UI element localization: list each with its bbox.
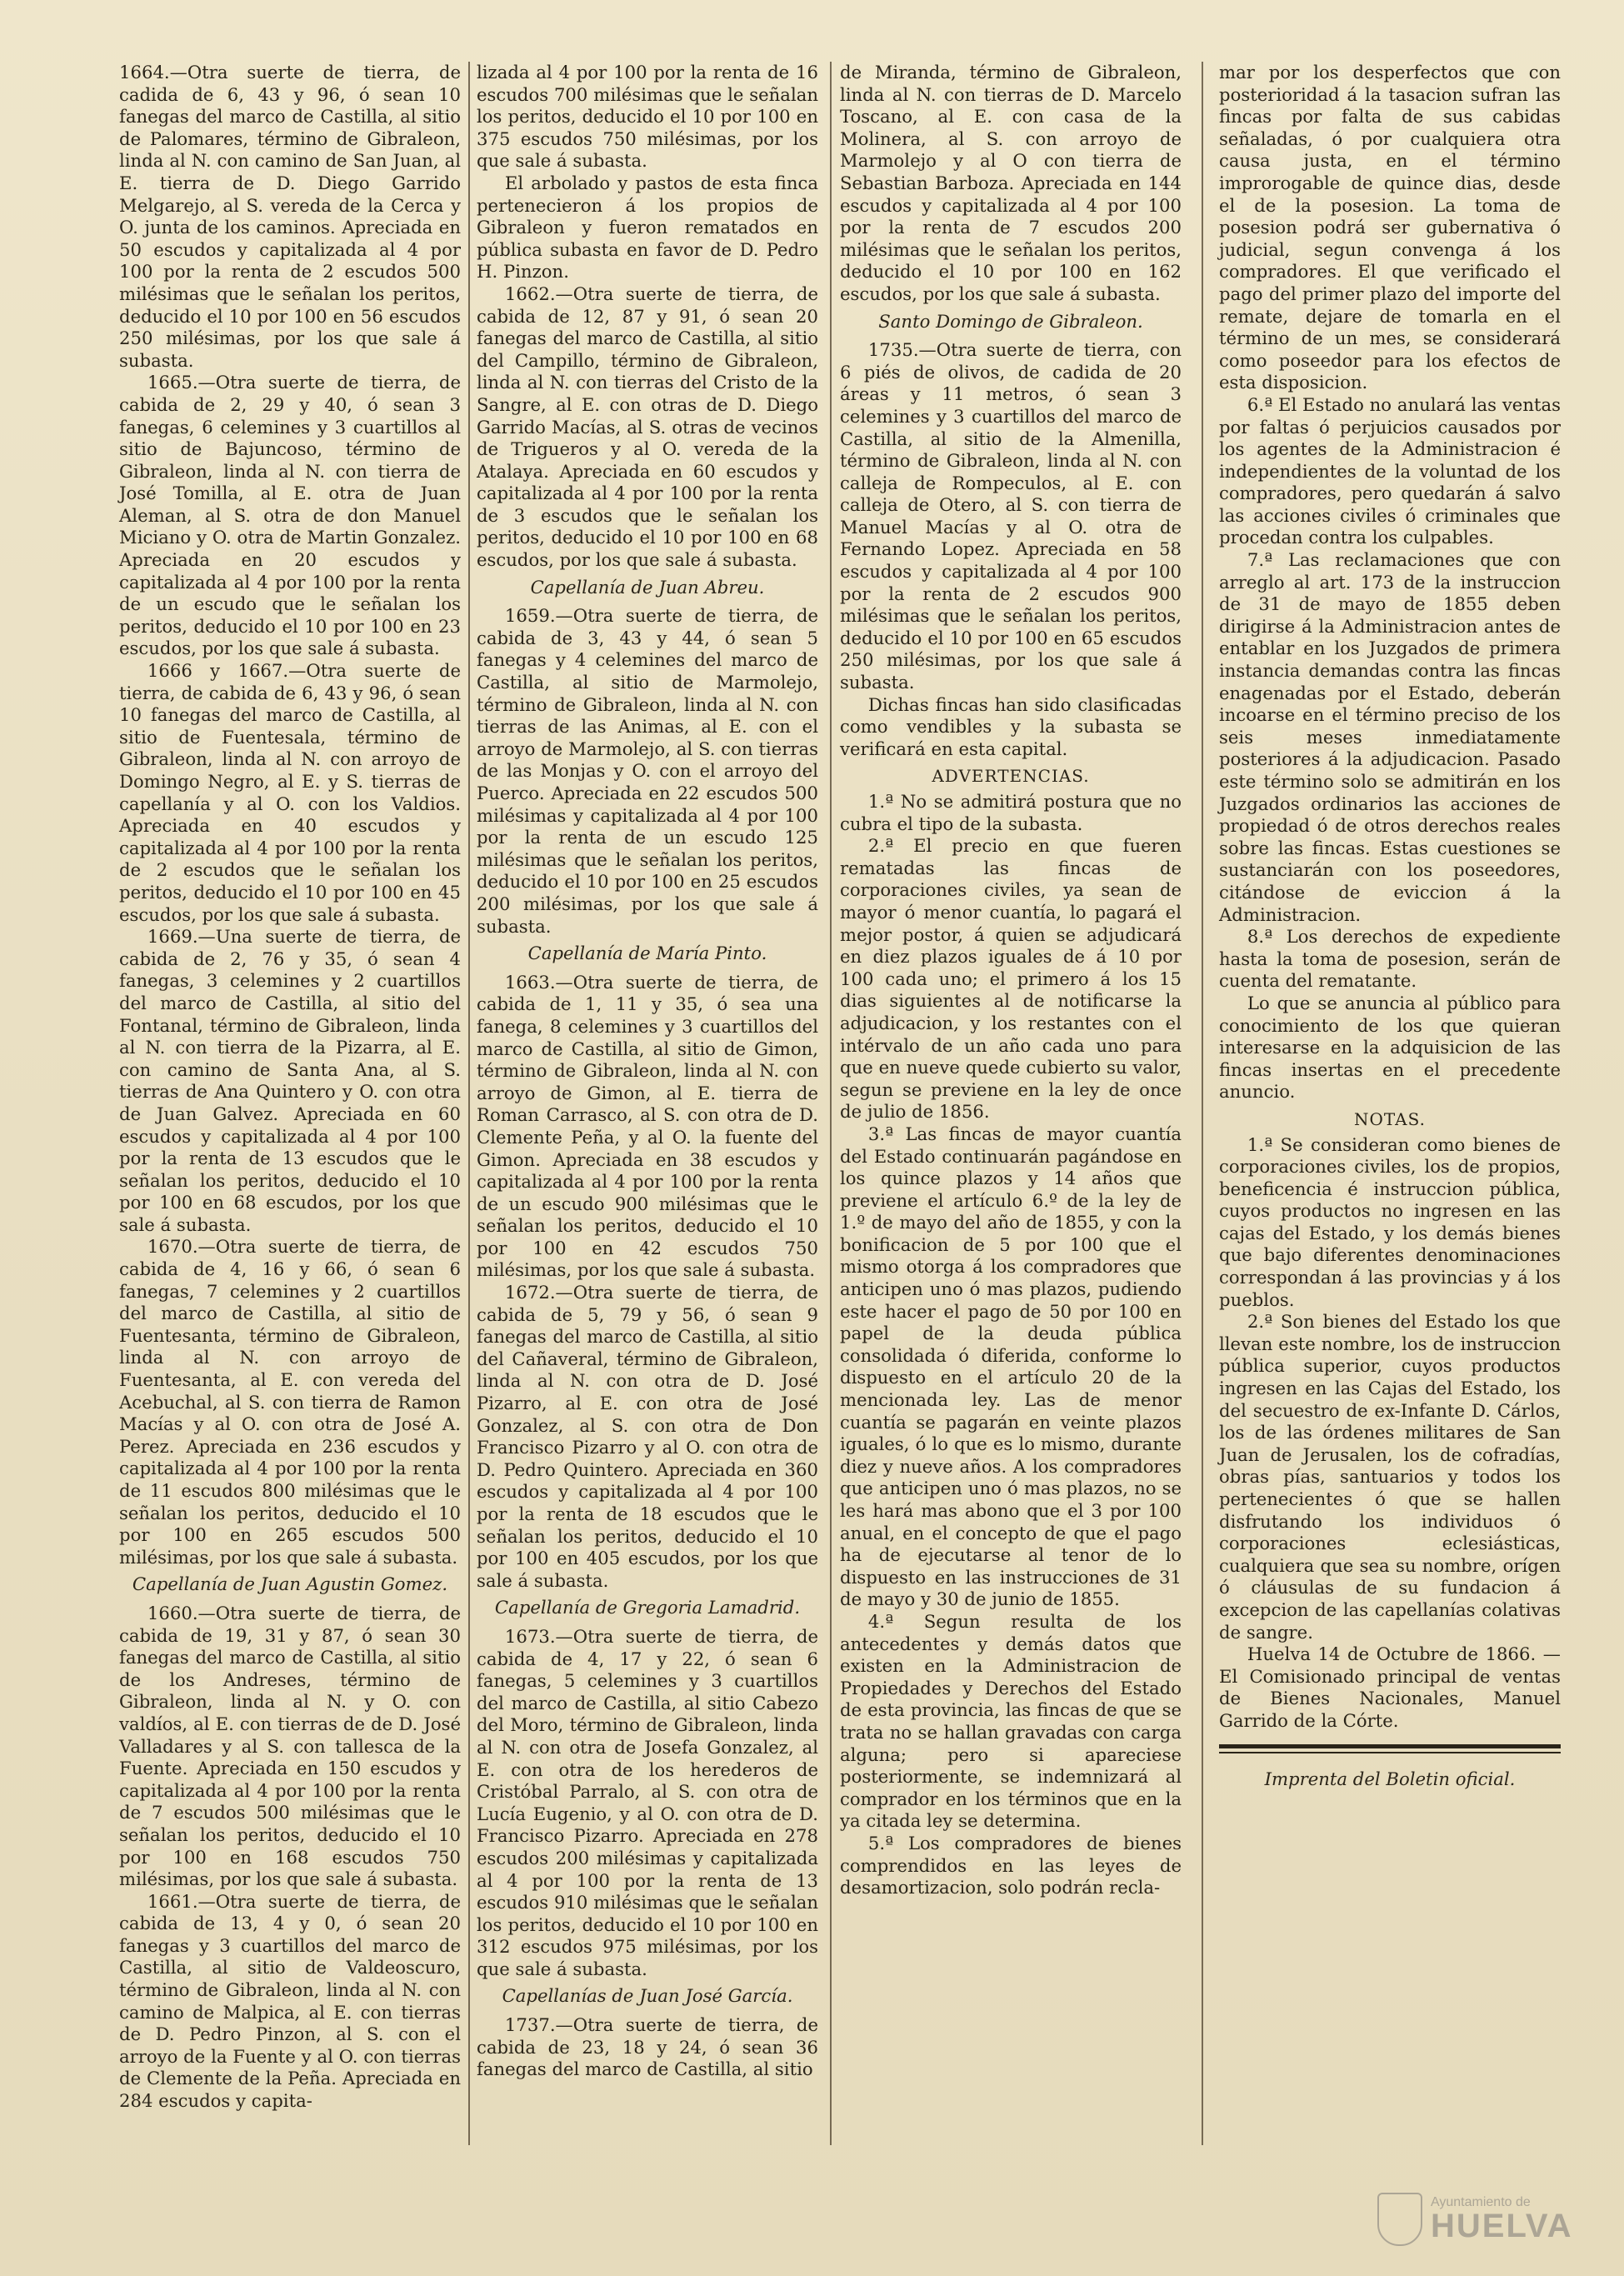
paragraph: mar por los desperfectos que con posterioridad á la tasacion sufran las fincas por falta de sus cabidas señaladas, ó por cualquiera otra causa justa, en el término improrogable de quince dias, desde el de la posesion. La toma de posesion podrá ser gubernativa ó judicial, segun convenga á los compradores. El que verificado el pago del primer plazo del importe del remate, dejare de tomarla en el término de un mes, se considerará como poseedor para los efectos de esta disposicion. bbox=[1219, 62, 1561, 393]
column-3 bbox=[840, 62, 1182, 1899]
paragraph: 5.ª Los compradores de bienes comprendidos en las leyes de desamortizacion, solo podrán recla- bbox=[840, 1832, 1182, 1898]
paragraph: 1.ª Se consideran como bienes de corporaciones civiles, los de propios, beneficencia é instruccion pública, cuyos productos no ingresen en las cajas del Estado, y los demás bienes que bajo diferentes denominaciones correspondan á las provincias y á los pueblos. bbox=[1219, 1133, 1561, 1310]
paragraph: 8.ª Los derechos de expediente hasta la toma de posesion, serán de cuenta del rematante. bbox=[1219, 926, 1561, 992]
paragraph: 1735.—Otra suerte de tierra, con 6 piés de olivos, de cadida de 20 áreas y 11 metros, ó sean 3 celemines y 3 cuartillos del marco de Castilla, al sitio de la Almenilla, término de Gibraleon, linda al N. con calleja de Rompeculos, al E. con calleja de Otero, al S. con tierra de Manuel Macías y al O. otra de Fernando Lopez. Apreciada en 58 escudos y capitalizada al 4 por 100 por la renta de 2 escudos 900 milésimas que le señalan los peritos, deducido el 10 por 100 en 65 escudos 250 milésimas, por los que sale á subasta. bbox=[840, 339, 1182, 693]
coat-of-arms-icon bbox=[1377, 2193, 1422, 2246]
section-heading: Capellanía de Juan Abreu. bbox=[530, 576, 765, 598]
column-1 bbox=[119, 62, 461, 2113]
paragraph: El arbolado y pastos de esta finca pertenecieron á los propios de Gibraleon y fueron rematados en pública subasta en favor de D. Pedro H. Pinzon. bbox=[477, 172, 818, 283]
column-rule bbox=[830, 62, 832, 2145]
watermark-line1: Ayuntamiento de bbox=[1431, 2195, 1531, 2209]
section-heading: Capellanías de Juan José García. bbox=[502, 1985, 793, 2007]
section-heading: Capellanía de María Pinto. bbox=[527, 943, 767, 964]
paragraph: lizada al 4 por 100 por la renta de 16 escudos 700 milésimas que le señalan los peritos, deducido el 10 por 100 en 375 escudos 750 milésimas, por los que sale á subasta. bbox=[477, 62, 818, 172]
watermark bbox=[1377, 2183, 1594, 2256]
paragraph: 1661.—Otra suerte de tierra, de cabida de 13, 4 y 0, ó sean 20 fanegas y 3 cuartillos del marco de Castilla, al sitio de Valdeoscuro, término de Gibraleon, linda al N. con camino de Malpica, al E. con tierras de D. Pedro Pinzon, al S. con el arroyo de la Fuente y al O. con tierras de Clemente de la Peña. Apreciada en 284 escudos y capita- bbox=[119, 1890, 461, 2112]
end-rule bbox=[1219, 1744, 1561, 1753]
column-rule bbox=[1202, 62, 1203, 2145]
paragraph: de Miranda, término de Gibraleon, linda al N. con tierras de D. Marcelo Toscano, al E. con casa de la Molinera, al S. con arroyo de Marmolejo y al O con tierra de Sebastian Barboza. Apreciada en 144 escudos y capitalizada al 4 por 100 por la renta de 7 escudos 200 milésimas que le señalan los peritos, deducido el 10 por 100 en 162 escudos, por los que sale á subasta. bbox=[840, 62, 1182, 304]
paragraph: 4.ª Segun resulta de los antecedentes y demás datos que existen en la Administracion de Propiedades y Derechos del Estado de esta provincia, las fincas de que se trata no se hallan gravadas con carga alguna; pero si apareciese posteriormente, se indemnizará al comprador en los términos que en la ya citada ley se determina. bbox=[840, 1610, 1182, 1832]
paragraph: 1670.—Otra suerte de tierra, de cabida de 4, 16 y 66, ó sean 6 fanegas, 7 celemines y 2 cuartillos del marco de Castilla, al sitio de Fuentesanta, término de Gibraleon, linda al N. con arroyo de Fuentesanta, al E. con vereda del Acebuchal, al S. con tierra de Ramon Macías y al O. con otra de José A. Perez. Apreciada en 236 escudos y capitalizada al 4 por 100 por la renta de 11 escudos 800 milésimas que le señalan los peritos, deducido el 10 por 100 en 265 escudos 500 milésimas, por los que sale á subasta. bbox=[119, 1236, 461, 1568]
paragraph: 1665.—Otra suerte de tierra, de cabida de 2, 29 y 40, ó sean 3 fanegas, 6 celemines y 3 cuartillos al sitio de Bajuncoso, término de Gibraleon, linda al N. con tierra de José Tomilla, al E. otra de Juan Aleman, al S. otra de don Manuel Miciano y O. otra de Martin Gonzalez. Apreciada en 20 escudos y capitalizada al 4 por 100 por la renta de un escudo que le señalan los peritos, deducido el 10 por 100 en 23 escudos, por los que sale á subasta. bbox=[119, 372, 461, 659]
paragraph: 2.ª El precio en que fueren rematadas las fincas de corporaciones civiles, ya sean de mayor ó menor cuantía, lo pagará el mejor postor, á quien se adjudicará en diez plazos iguales de á 10 por 100 cada uno; el primero á los 15 dias siguientes al de notificarse la adjudicacion, y los restantes con el intérvalo de un año cada uno para que en nueve quede cubierto su valor, segun se previene en la ley de once de julio de 1856. bbox=[840, 835, 1182, 1123]
paragraph: 1737.—Otra suerte de tierra, de cabida de 23, 18 y 24, ó sean 36 fanegas del marco de Castilla, al sitio bbox=[477, 2014, 818, 2080]
paragraph: 3.ª Las fincas de mayor cuantía del Estado continuarán pagándose en los quince plazos y 14 años que previene el artículo 6.º de la ley de 1.º de mayo del año de 1855, y con la bonificacion de 5 por 100 que el mismo otorga á los compradores que anticipen uno ó mas plazos, pudiendo este hacer el pago de 50 por 100 en papel de la deuda pública consolidada ó diferida, conforme lo dispuesto en el artículo 20 de la mencionada ley. Las de menor cuantía se pagarán en veinte plazos iguales, ó lo que es lo mismo, durante diez y nueve años. A los compradores que anticipen uno ó mas plazos, no se les hará mas abono que el 3 por 100 anual, en el concepto de que el pago ha de ejecutarse al tenor de lo dispuesto en las instrucciones de 31 de mayo y 30 de junio de 1855. bbox=[840, 1123, 1182, 1610]
paragraph: 7.ª Las reclamaciones que con arreglo al art. 173 de la instruccion de 31 de mayo de 1855 deben dirigirse á la Administracion antes de entablar en los Juzgados de primera instancia demandas contra las fincas enagenadas por el Estado, deberán incoarse en el término preciso de los seis meses inmediatamente posteriores á la adjudicacion. Pasado este término solo se admitirán en los Juzgados ordinarios las acciones de propiedad ó de otros derechos reales sobre las fincas. Estas cuestiones se sustanciarán con los poseedores, citándose de eviccion á la Administracion. bbox=[1219, 549, 1561, 925]
section-heading: Santo Domingo de Gibraleon. bbox=[878, 310, 1143, 332]
imprint: Imprenta del Boletin oficial. bbox=[1264, 1768, 1516, 1789]
paragraph: 6.ª El Estado no anulará las ventas por faltas ó perjuicios causados por los agentes de la Administracion é independientes de la voluntad de los compradores, pero quedarán á salvo las acciones civiles ó criminales que procedan contra los culpables. bbox=[1219, 393, 1561, 548]
paragraph: 2.ª Son bienes del Estado los que llevan este nombre, los de instruccion pública superior, cuyos productos ingresen en las Cajas del Estado, los del secuestro de ex-Infante D. Cárlos, los de las órdenes militares de San Juan de Jerusalen, los de cofradías, obras pías, santuarios y todos los pertenecientes ó que se hallen disfrutando los individuos ó corporaciones eclesiásticas, cualquiera que sea su nombre, orígen ó cláusulas de su fundacion á excepcion de las capellanías colativas de sangre. bbox=[1219, 1311, 1561, 1643]
column-rule bbox=[468, 62, 470, 2145]
paragraph: 1.ª No se admitirá postura que no cubra el tipo de la subasta. bbox=[840, 791, 1182, 834]
column-4-body bbox=[1219, 62, 1561, 1733]
paragraph: 1662.—Otra suerte de tierra, de cabida de 12, 87 y 91, ó sean 20 fanegas del marco de Castilla, al sitio del Campillo, término de Gibraleon, linda al N. con tierras del Cristo de la Sangre, al E. con otras de D. Diego Garrido Macías, al S. otras de vecinos de Trigueros y al O. vereda de la Atalaya. Apreciada en 60 escudos y capitalizada al 4 por 100 por la renta de 3 escudos que le señalan los peritos, deducido el 10 por 100 en 68 escudos, por los que sale á subasta. bbox=[477, 283, 818, 571]
paragraph: 1669.—Una suerte de tierra, de cabida de 2, 76 y 35, ó sean 4 fanegas, 3 celemines y 2 cuartillos del marco de Castilla, al sitio del Fontanal, término de Gibraleon, linda al N. con tierra de la Pizarra, al E. con camino de Santa Ana, al S. tierras de Ana Quintero y O. con otra de Juan Galvez. Apreciada en 60 escudos y capitalizada al 4 por 100 por la renta de 13 escudos que le señalan los peritos, deducido el 10 por 100 en 68 escudos, por los que sale á subasta. bbox=[119, 926, 461, 1235]
notice-heading: ADVERTENCIAS. bbox=[932, 766, 1090, 787]
column-4 bbox=[1219, 62, 1561, 1790]
section-heading: Capellanía de Juan Agustin Gomez. bbox=[132, 1573, 448, 1595]
paragraph: Huelva 14 de Octubre de 1866. —El Comisionado principal de ventas de Bienes Nacionales, Manuel Garrido de la Córte. bbox=[1219, 1643, 1561, 1731]
paragraph: Dichas fincas han sido clasificadas como vendibles y la subasta se verificará en esta capital. bbox=[840, 693, 1182, 759]
paragraph: 1664.—Otra suerte de tierra, de cadida de 6, 43 y 96, ó sean 10 fanegas del marco de Castilla, al sitio de Palomares, término de Gibraleon, linda al N. con camino de San Juan, al E. tierra de D. Diego Garrido Melgarejo, al S. vereda de la Cerca y O. junta de los caminos. Apreciada en 50 escudos y capitalizada al 4 por 100 por la renta de 2 escudos 500 milésimas que le señalan los peritos, deducido el 10 por 100 en 56 escudos 250 milésimas, por los que sale á subasta. bbox=[119, 62, 461, 371]
notice-heading: NOTAS. bbox=[1354, 1108, 1426, 1129]
column-2 bbox=[477, 62, 818, 2081]
paragraph: 1663.—Otra suerte de tierra, de cabida de 1, 11 y 35, ó sea una fanega, 8 celemines y 3 cuartillos del marco de Castilla, al sitio de Gimon, término de Gibraleon, linda al N. con arroyo de Gimon, al E. tierra de Roman Carrasco, al S. con otra de D. Clemente Peña, y al O. la fuente del Gimon. Apreciada en 38 escudos y capitalizada al 4 por 100 por la renta de un escudo 900 milésimas que le señalan los peritos, deducido el 10 por 100 en 42 escudos 750 milésimas, por los que sale á subasta. bbox=[477, 971, 818, 1281]
paragraph: 1660.—Otra suerte de tierra, de cabida de 19, 31 y 87, ó sean 30 fanegas del marco de Castilla, al sitio de los Andreses, término de Gibraleon, linda al N. y O. con valdíos, al E. con tierras de de D. José Valladares y al S. con tallesca de la Fuente. Apreciada en 150 escudos y capitalizada al 4 por 100 por la renta de 7 escudos 500 milésimas que le señalan los peritos, deducido el 10 por 100 en 168 escudos 750 milésimas, por los que sale á subasta. bbox=[119, 1602, 461, 1890]
paragraph: 1673.—Otra suerte de tierra, de cabida de 4, 17 y 22, ó sean 6 fanegas, 5 celemines y 3 cuartillos del marco de Castilla, al sitio Cabezo del Moro, término de Gibraleon, linda al N. con otra de Josefa Gonzalez, al E. con otra de los herederos de Cristóbal Parralo, al S. con otra de Lucía Eugenio, y al O. con otra de D. Francisco Pizarro. Apreciada en 278 escudos 200 milésimas y capitalizada al 4 por 100 por la renta de 13 escudos 910 milésimas que le señalan los peritos, deducido el 10 por 100 en 312 escudos 975 milésimas, por los que sale á subasta. bbox=[477, 1625, 818, 1979]
section-heading: Capellanía de Gregoria Lamadrid. bbox=[494, 1597, 801, 1618]
watermark-line2: HUELVA bbox=[1431, 2208, 1573, 2244]
paragraph: 1666 y 1667.—Otra suerte de tierra, de cabida de 6, 43 y 96, ó sean 10 fanegas del marco de Castilla, al sitio de Fuentesala, término de Gibraleon, linda al N. con arroyo de Domingo Negro, al E. y S. tierras de capellanía y al O. con los Valdios. Apreciada en 40 escudos y capitalizada al 4 por 100 por la renta de 2 escudos que le señalan los peritos, deducido el 10 por 100 en 45 escudos, por los que sale á subasta. bbox=[119, 660, 461, 925]
paragraph: 1672.—Otra suerte de tierra, de cabida de 5, 79 y 56, ó sean 9 fanegas del marco de Castilla, al sitio del Cañaveral, término de Gibraleon, linda al N. con otra de D. José Pizarro, al E. con otra de José Gonzalez, al S. con otra de Don Francisco Pizarro y al O. con otra de D. Pedro Quintero. Apreciada en 360 escudos y capitalizada al 4 por 100 por la renta de 18 escudos que le señalan los peritos, deducido el 10 por 100 en 405 escudos, por los que sale á subasta. bbox=[477, 1282, 818, 1591]
paragraph: 1659.—Otra suerte de tierra, de cabida de 3, 43 y 44, ó sean 5 fanegas y 4 celemines del marco de Castilla, al sitio de Marmolejo, término de Gibraleon, linda al N. con tierras de las Animas, al E. con el arroyo de Marmolejo, al S. con tierras de las Monjas y O. con el arroyo del Puerco. Apreciada en 22 escudos 500 milésimas y capitalizada al 4 por 100 por la renta de un escudo 125 milésimas que le señalan los peritos, deducido el 10 por 100 en 25 escudos 200 milésimas, por los que sale á subasta. bbox=[477, 605, 818, 937]
paragraph: Lo que se anuncia al público para conocimiento de los que quieran interesarse en la adquisicion de las fincas insertas en el precedente anuncio. bbox=[1219, 992, 1561, 1103]
